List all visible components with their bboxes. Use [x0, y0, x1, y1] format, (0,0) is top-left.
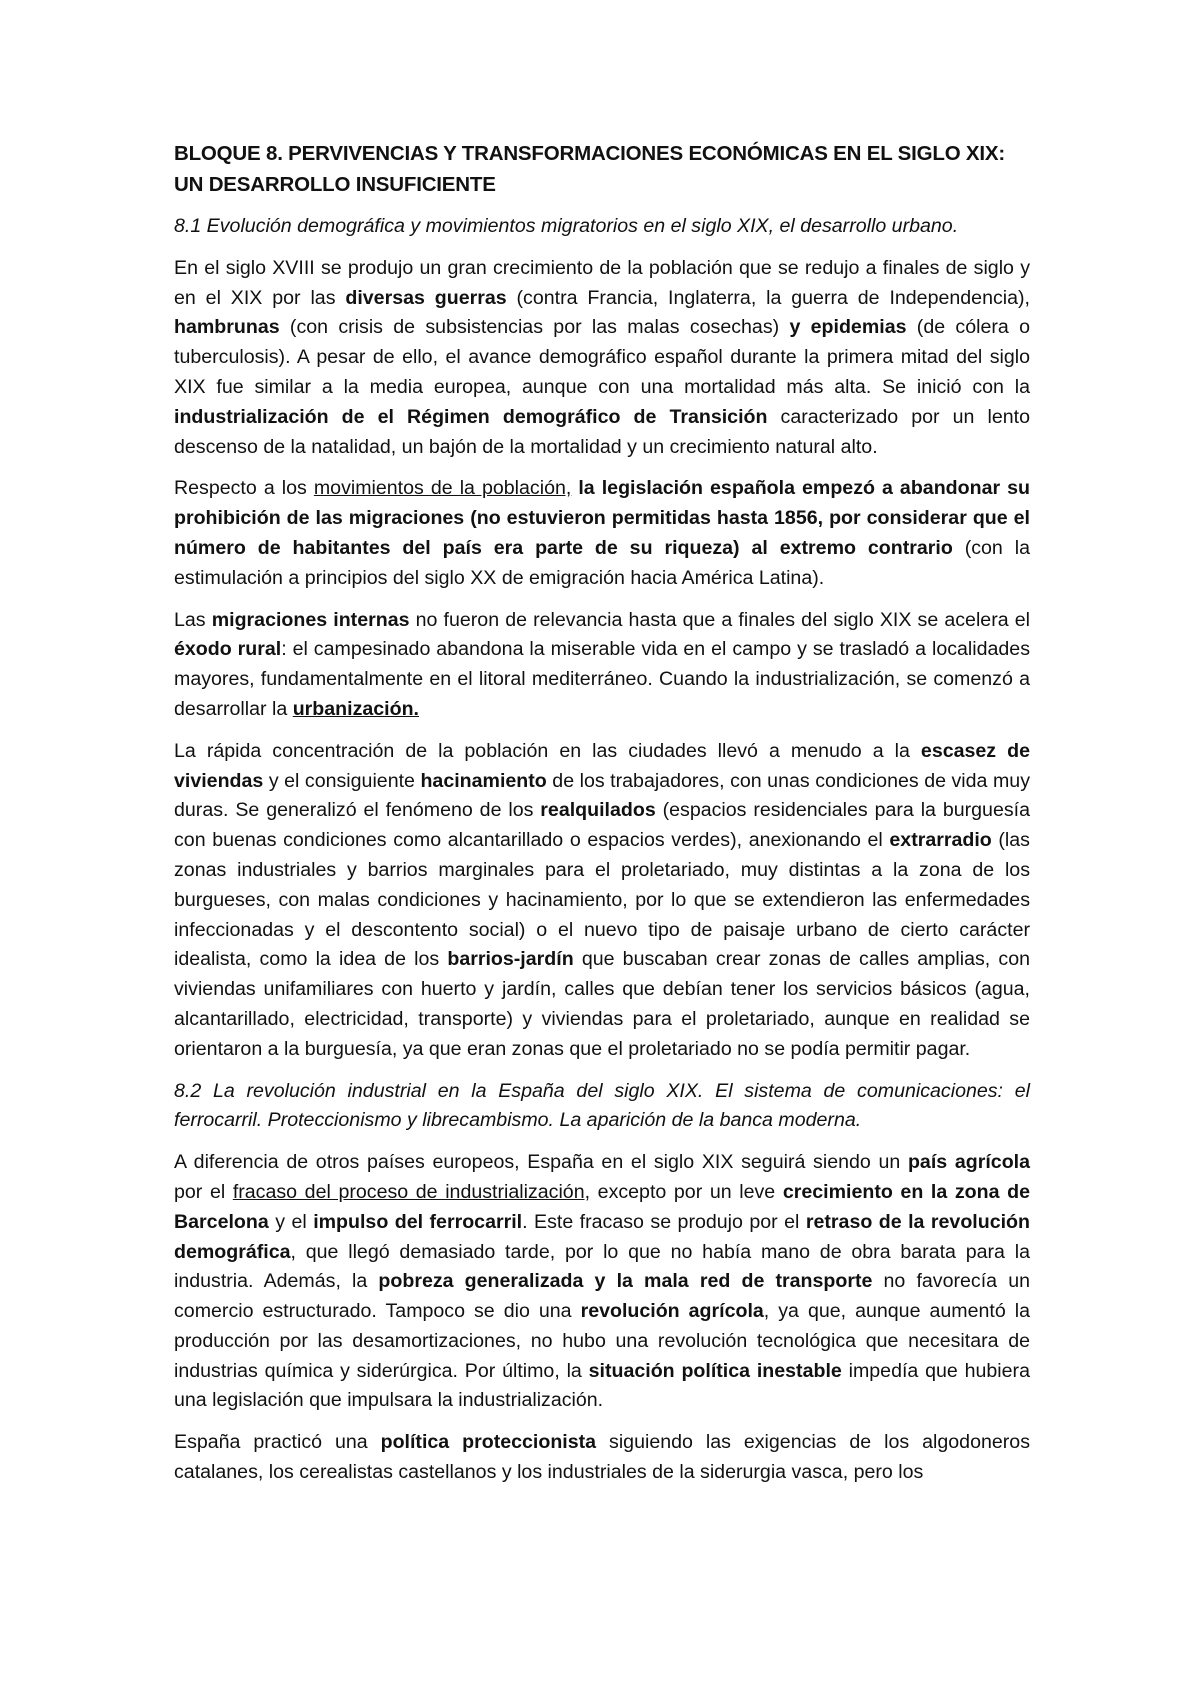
text-span: (las zonas industriales y barrios marginales para el proletariado, muy distintas a la zona de los burgueses, con malas condiciones y hacinamiento, por lo que se extendieron las enfermedades infeccionadas y el descontento social) o el nuevo tipo de paisaje urbano de cierto carácter idealista, como la idea de los — [174, 829, 1030, 971]
bold-span: escasez de viviendas — [174, 739, 1030, 792]
text-span: Respecto a los — [174, 477, 314, 500]
text-span: no favorecía un comercio estructurado. Tampoco se dio una — [174, 1270, 1030, 1323]
bold-span: país agrícola — [907, 1151, 1031, 1174]
bold-span: migraciones internas — [211, 608, 410, 631]
text-span: excepto por un leve — [590, 1180, 783, 1203]
paragraph-internal-migrations — [174, 606, 1030, 725]
bold-span: hacinamiento — [420, 769, 547, 792]
bold-span: impulso del ferrocarril — [313, 1210, 523, 1233]
paragraph-population-movements — [174, 474, 1030, 593]
paragraph-industrial-revolution — [174, 1148, 1030, 1416]
paragraph-urban-concentration — [174, 737, 1030, 1065]
bold-span: revolución agrícola — [580, 1300, 764, 1323]
text-span: . Este fracaso se produjo por el — [522, 1210, 806, 1233]
text-span: A diferencia de otros países europeos, España en el siglo XIX seguirá siendo un — [174, 1151, 908, 1174]
bold-span: diversas guerras — [345, 286, 507, 309]
bold-underlined-span — [293, 698, 419, 720]
text-span: : el campesinado abandona la miserable vida en el campo y se trasladó a localidades mayores, fundamentalmente en el litoral mediterráneo. Cuando la industrialización, se comenzó a desarrollar la — [174, 638, 1030, 720]
underlined-span: urbanización. — [292, 697, 419, 720]
underlined-span: movimientos de la población, — [313, 477, 572, 500]
text-span: (espacios residenciales para la burguesía con buenas condiciones como alcantarillado o espacios verdes), anexionando el — [174, 799, 1030, 852]
text-span: , ya que, aunque aumentó la producción por las desamortizaciones, no hubo una revolución tecnológica que necesitara de industrias química y siderúrgica. Por último, la — [174, 1300, 1030, 1382]
text-span: (con crisis de subsistencias por las malas cosechas) — [279, 316, 790, 339]
text-span: por el — [174, 1180, 233, 1203]
text-span: no fueron de relevancia hasta que a finales del siglo XIX se acelera el — [409, 608, 1030, 631]
text-span: caracterizado por un lento descenso de la natalidad, un bajón de la mortalidad y un crecimiento natural alto. — [174, 405, 1030, 458]
paragraph-protectionism — [174, 1428, 1030, 1488]
text-span: impedía que hubiera una legislación que impulsara la industrialización. — [174, 1359, 1030, 1412]
bold-span: situación política inestable — [588, 1359, 842, 1382]
text-span: (contra Francia, Inglaterra, la guerra de Independencia), — [506, 286, 1030, 309]
text-span: España practicó una — [174, 1431, 381, 1454]
text-span: La rápida concentración de la población en las ciudades llevó a menudo a la — [174, 739, 921, 762]
bold-span: éxodo rural — [174, 638, 282, 661]
section-heading-8-1: 8.1 Evolución demográfica y movimientos migratorios en el siglo XIX, el desarrollo urbano. — [174, 215, 959, 237]
bold-span: la legislación española empezó a abandonar su prohibición de las migraciones (no estuvieron permitidas hasta 1856, por considerar que el número de habitantes del país era parte de su riqueza) al extremo contrario — [174, 477, 1030, 559]
text-span: y el — [268, 1210, 314, 1233]
bold-span: pobreza generalizada y la mala red de transporte — [378, 1270, 873, 1293]
document-title: BLOQUE 8. PERVIVENCIAS Y TRANSFORMACIONES ECONÓMICAS EN EL SIGLO XIX: UN DESARROLLO INSUFICIENTE — [174, 142, 1006, 196]
text-span: , que llegó demasiado tarde, por lo que no había mano de obra barata para la industria. Además, la — [174, 1240, 1030, 1293]
bold-span: hambrunas — [174, 316, 280, 339]
text-span: que buscaban crear zonas de calles amplias, con viviendas unifamiliares con huerto y jardín, calles que debían tener los servicios básicos (agua, alcantarillado, electricidad, transporte) y viviendas para el proletariado, aunque en realidad se orientaron a la burguesía, ya que eran zonas que el proletariado no se podía permitir pagar. — [174, 948, 1030, 1060]
underlined-span: fracaso del proceso de industrialización, — [232, 1180, 591, 1203]
bold-span: barrios-jardín — [447, 948, 574, 971]
section-heading-8-2: 8.2 La revolución industrial en la España del siglo XIX. El sistema de comunicaciones: el ferrocarril. Proteccionismo y librecambismo. La aparición de la banca moderna. — [174, 1079, 1030, 1132]
text-span: (con la estimulación a principios del siglo XX de emigración hacia América Latina). — [174, 536, 1030, 589]
bold-span: retraso de la revolución demográfica — [174, 1210, 1030, 1263]
bold-span: política proteccionista — [380, 1431, 597, 1454]
bold-span: extrarradio — [889, 829, 992, 852]
document-page — [174, 138, 1030, 1500]
text-span: de los trabajadores, con unas condiciones de vida muy duras. Se generalizó el fenómeno de los — [174, 769, 1030, 822]
text-span: (de cólera o tuberculosis). A pesar de ello, el avance demográfico español durante la primera mitad del siglo XIX fue similar a la media europea, aunque con una mortalidad más alta. Se inició con la — [174, 316, 1030, 398]
text-span: siguiendo las exigencias de los algodoneros catalanes, los cerealistas castellanos y los industriales de la siderurgia vasca, pero los — [174, 1431, 1030, 1484]
bold-span: industrialización de el Régimen demográfico de Transición — [174, 405, 768, 428]
bold-span: y epidemias — [789, 316, 907, 339]
text-span: En el siglo XVIII se produjo un gran crecimiento de la población que se redujo a finales de siglo y en el XIX por las — [174, 256, 1030, 309]
text-span: y el consiguiente — [263, 769, 421, 792]
paragraph-demographic-growth — [174, 254, 1030, 463]
bold-span: crecimiento en la zona de Barcelona — [174, 1180, 1030, 1233]
bold-span: realquilados — [540, 799, 656, 822]
text-span: Las — [174, 608, 212, 631]
